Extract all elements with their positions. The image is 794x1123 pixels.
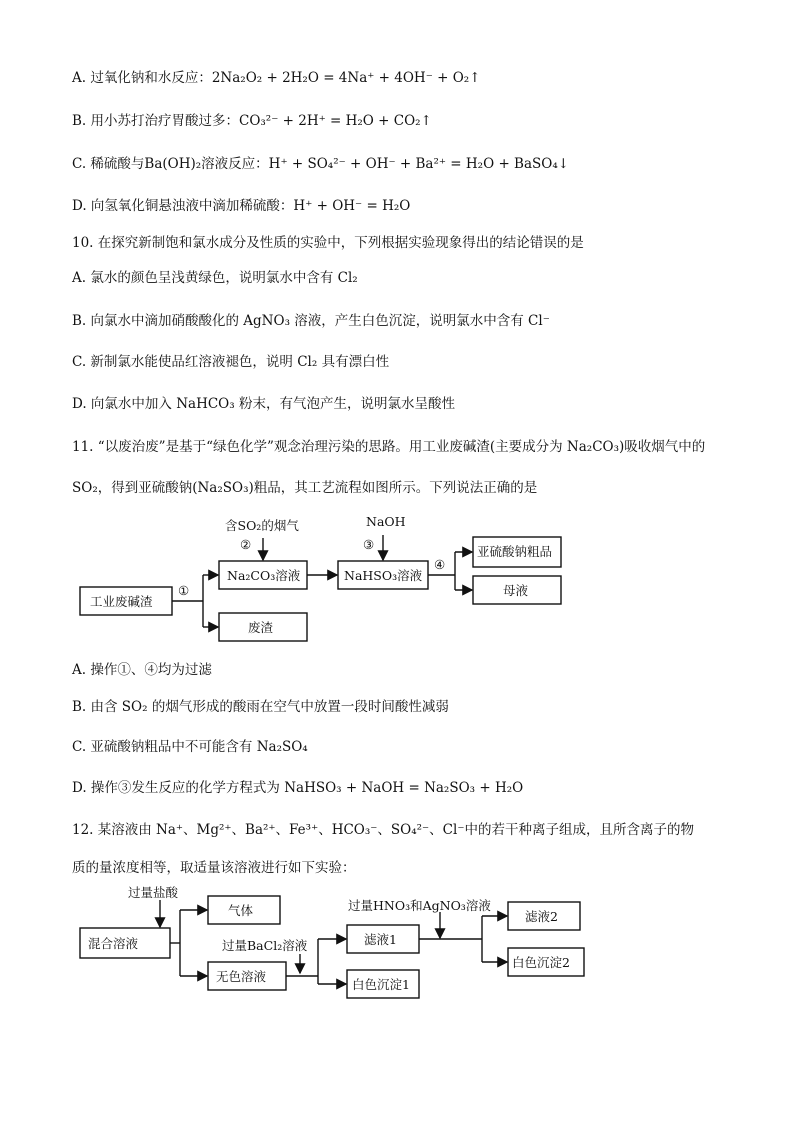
text-mixed-solution: 混合溶液 <box>88 936 139 951</box>
text-filtrate-2: 滤液2 <box>525 909 558 924</box>
q11-option-a: A. 操作①、④均为过滤 <box>72 662 212 678</box>
q10-option-d: D. 向氯水中加入 NaHCO₃ 粉末，有气泡产生，说明氯水呈酸性 <box>72 396 455 412</box>
line-d-cuoh2: D. 向氢氧化铜悬浊液中滴加稀硫酸：H⁺ + OH⁻ = H₂O <box>72 198 411 214</box>
label-flue-gas: 含SO₂的烟气 <box>225 518 299 533</box>
text-white-ppt-2: 白色沉淀2 <box>512 955 570 970</box>
q11-option-d: D. 操作③发生反应的化学方程式为 NaHSO₃ + NaOH = Na₂SO₃ + H₂O <box>72 780 524 796</box>
label-naoh: NaOH <box>366 514 406 529</box>
line-b-baking-soda: B. 用小苏打治疗胃酸过多：CO₃²⁻ + 2H⁺ = H₂O + CO₂↑ <box>72 113 432 129</box>
line-a-sodium-peroxide: A. 过氧化钠和水反应：2Na₂O₂ + 2H₂O = 4Na⁺ + 4OH⁻ + O₂↑ <box>72 70 481 86</box>
label-excess-bacl2: 过量BaCl₂溶液 <box>222 938 308 953</box>
q11-option-c: C. 亚硫酸钠粗品中不可能含有 Na₂SO₄ <box>72 739 308 755</box>
label-excess-hcl: 过量盐酸 <box>128 885 179 900</box>
text-mother-liquor: 母液 <box>503 583 529 598</box>
question-12-line1: 12. 某溶液由 Na⁺、Mg²⁺、Ba²⁺、Fe³⁺、HCO₃⁻、SO₄²⁻、Cl⁻中的若干种离子组成，且所含离子的物 <box>72 822 694 838</box>
question-11-line2: SO₂，得到亚硫酸钠(Na₂SO₃)粗品，其工艺流程如图所示。下列说法正确的是 <box>72 480 538 496</box>
text-na2co3: Na₂CO₃溶液 <box>227 568 301 583</box>
line-c-sulfuric-baoh2: C. 稀硫酸与Ba(OH)₂溶液反应：H⁺ + SO₄²⁻ + OH⁻ + Ba²⁺ = H₂O + BaSO₄↓ <box>72 156 570 172</box>
label-step-2: ② <box>240 537 252 552</box>
label-step-1: ① <box>178 583 190 598</box>
q10-option-a: A. 氯水的颜色呈浅黄绿色，说明氯水中含有 Cl₂ <box>72 270 358 286</box>
question-12-line2: 质的量浓度相等，取适量该溶液进行如下实验： <box>72 860 356 876</box>
q11-option-b: B. 由含 SO₂ 的烟气形成的酸雨在空气中放置一段时间酸性减弱 <box>72 699 449 715</box>
question-11-line1: 11. “以废治废”是基于“绿色化学”观念治理污染的思路。用工业废碱渣(主要成分为 Na₂CO₃)吸收烟气中的 <box>72 439 706 455</box>
label-step-4: ④ <box>434 557 446 572</box>
text-product: 亚硫酸钠粗品 <box>477 544 553 559</box>
label-step-3: ③ <box>363 537 375 552</box>
text-colorless-solution: 无色溶液 <box>216 969 267 984</box>
question-10: 10. 在探究新制饱和氯水成分及性质的实验中，下列根据实验现象得出的结论错误的是 <box>72 235 584 251</box>
q10-option-c: C. 新制氯水能使品红溶液褪色，说明 Cl₂ 具有漂白性 <box>72 354 390 370</box>
text-nahso3: NaHSO₃溶液 <box>344 568 423 583</box>
text-filtrate-1: 滤液1 <box>364 932 397 947</box>
text-waste-residue: 废渣 <box>248 620 274 635</box>
label-excess-hno3-agno3: 过量HNO₃和AgNO₃溶液 <box>348 898 491 913</box>
text-gas: 气体 <box>228 903 254 918</box>
text-industrial-waste: 工业废碱渣 <box>90 594 153 609</box>
text-white-ppt-1: 白色沉淀1 <box>352 977 410 992</box>
q10-option-b: B. 向氯水中滴加硝酸酸化的 AgNO₃ 溶液，产生白色沉淀，说明氯水中含有 Cl⁻ <box>72 313 550 329</box>
